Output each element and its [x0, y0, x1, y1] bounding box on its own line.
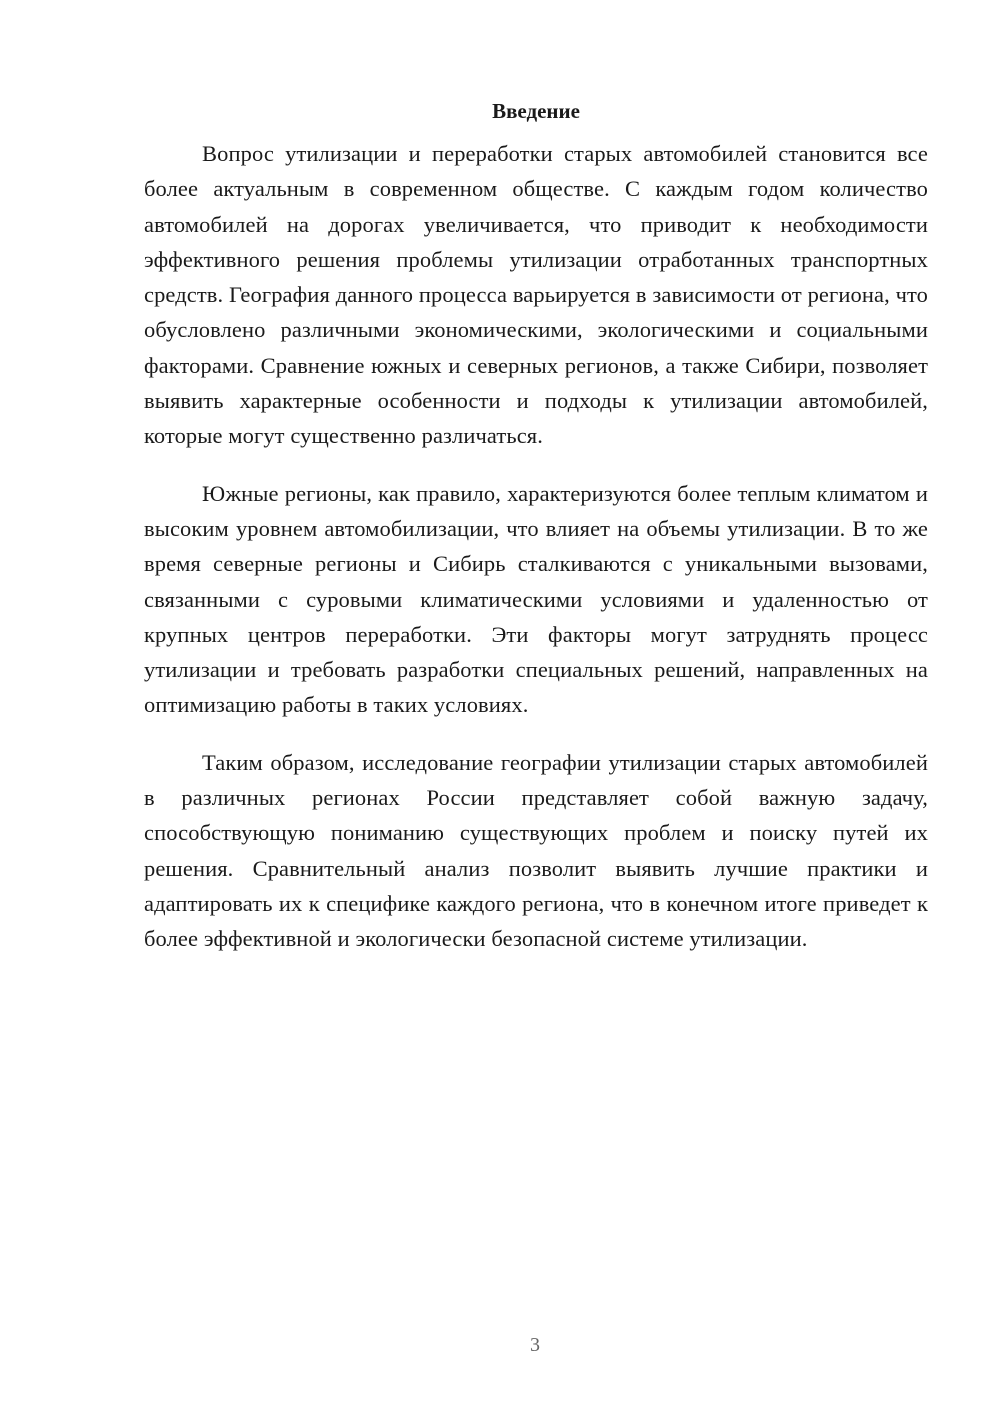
paragraph-3: Таким образом, исследование географии утилизации старых автомобилей в различных регионах России представляет собой важную задачу, способствующую пониманию существующих проблем и поиску путей их решения. Сравнительный анализ позволит выявить лучшие практики и адаптировать их к специфике каждого региона, что в конечном итоге приведет к более эффективной и экологически безопасной системе утилизации.	[144, 749, 928, 952]
paragraph-2: Южные регионы, как правило, характеризуются более теплым климатом и высоким уровнем автомобилизации, что влияет на объемы утилизации. В то же время северные регионы и Сибирь сталкиваются с уникальными вызовами, связанными с суровыми климатическими условиями и удаленностью от крупных центров переработки. Эти факторы могут затруднять процесс утилизации и требовать разработки специальных решений, направленных на оптимизацию работы в таких условиях.	[144, 480, 928, 718]
section-title: Введение	[492, 99, 580, 123]
page-content	[144, 96, 928, 979]
paragraph-1: Вопрос утилизации и переработки старых автомобилей становится все более актуальным в современном обществе. С каждым годом количество автомобилей на дорогах увеличивается, что приводит к необходимости эффективного решения проблемы утилизации отработанных транспортных средств. География данного процесса варьируется в зависимости от региона, что обусловлено различными экономическими, экологическими и социальными факторами. Сравнение южных и северных регионов, а также Сибири, позволяет выявить характерные особенности и подходы к утилизации автомобилей, которые могут существенно различаться.	[144, 141, 928, 449]
page-number: 3	[530, 1334, 540, 1356]
